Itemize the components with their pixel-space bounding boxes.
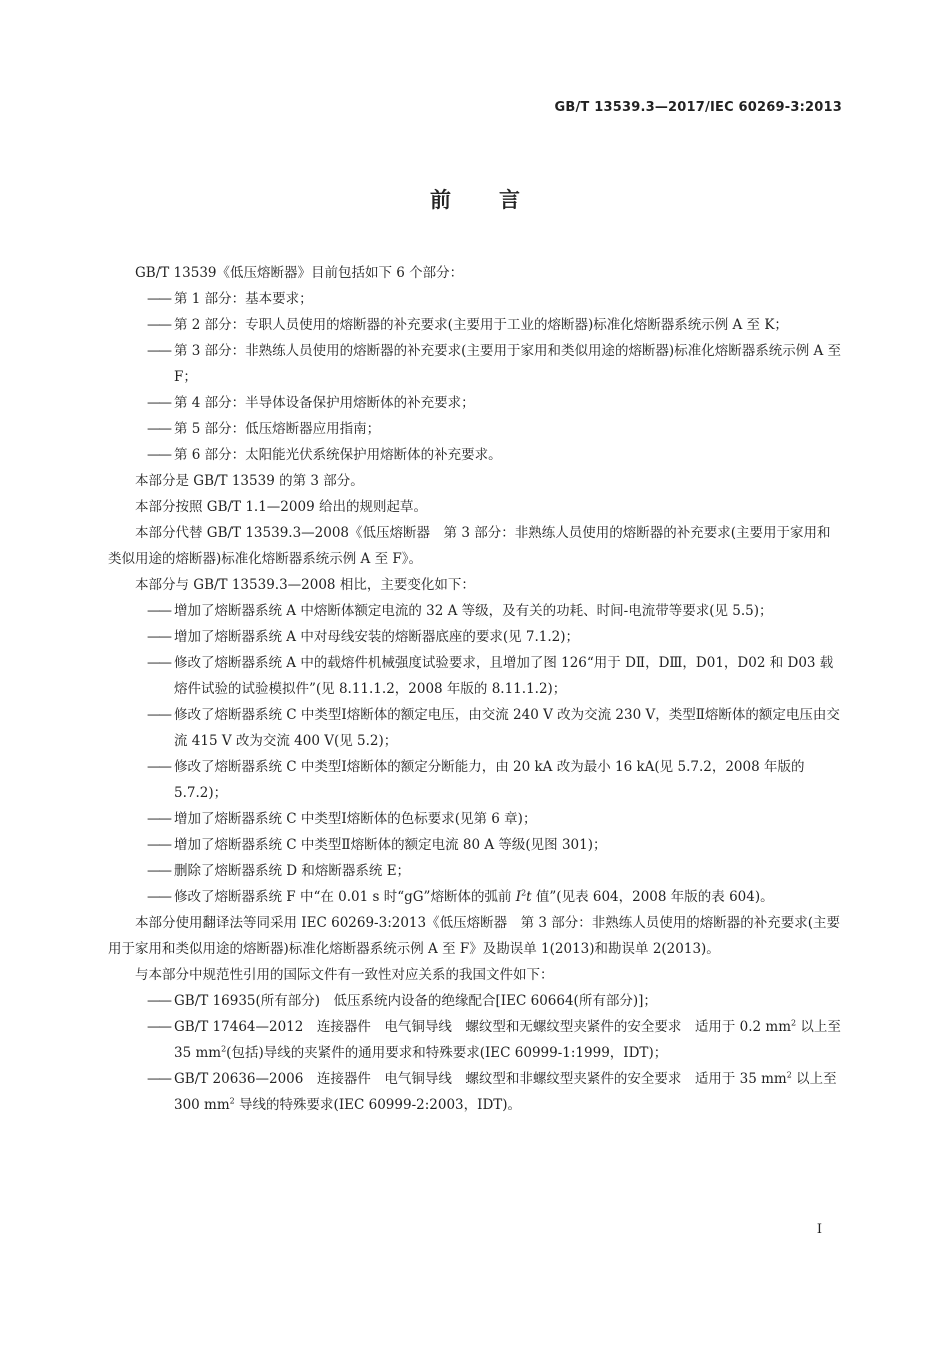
list-item-change-2: ——增加了熔断器系统 A 中对母线安装的熔断器底座的要求(见 7.1.2)；: [108, 624, 843, 650]
list-item-change-5: ——修改了熔断器系统 C 中类型Ⅰ熔断体的额定分断能力，由 20 kA 改为最小 16 kA(见 5.7.2，2008 年版的 5.7.2)；: [108, 754, 843, 806]
standard-code-header: GB/T 13539.3—2017/IEC 60269-3:2013: [554, 100, 842, 115]
list-item-change-4: ——修改了熔断器系统 C 中类型Ⅰ熔断体的额定电压，由交流 240 V 改为交流 230 V，类型Ⅱ熔断体的额定电压由交流 415 V 改为交流 400 V(见 5.2)；: [108, 702, 843, 754]
list-item-reference-3: ——GB/T 20636—2006 连接器件 电气铜导线 螺纹型和非螺纹型夹紧件的安全要求 适用于 35 $mm^2$ 以上至 300 $mm^2$ 导线的特殊要求(IEC 60999-2:2003，IDT)。: [108, 1066, 843, 1118]
list-item-change-3: ——修改了熔断器系统 A 中的载熔件机械强度试验要求，且增加了图 126“用于 DⅡ，DⅢ，D01，D02 和 D03 载熔件试验的试验模拟件”(见 8.11.1.2，2008 年版的 8.11.1.2)；: [108, 650, 843, 702]
list-item-reference-2: ——GB/T 17464—2012 连接器件 电气铜导线 螺纹型和无螺纹型夹紧件的安全要求 适用于 0.2 $mm^2$ 以上至 35 $mm^2$(包括)导线的夹紧件的通用要求和特殊要求(IEC 60999-1:1999，IDT)；: [108, 1014, 843, 1066]
translation-statement: 本部分使用翻译法等同采用 IEC 60269-3:2013《低压熔断器 第 3 部分：非熟练人员使用的熔断器的补充要求(主要用于家用和类似用途的熔断器)标准化熔断器系统示例 A 至 F》及勘误单 1(2013)和勘误单 2(2013)。: [108, 915, 841, 957]
list-item-part-6: ——第 6 部分：太阳能光伏系统保护用熔断体的补充要求。: [108, 442, 843, 468]
list-item-part-2: ——第 2 部分：专职人员使用的熔断器的补充要求(主要用于工业的熔断器)标准化熔断器系统示例 A 至 K；: [108, 312, 843, 338]
replaces-statement: 本部分代替 GB/T 13539.3—2008《低压熔断器 第 3 部分：非熟练人员使用的熔断器的补充要求(主要用于家用和类似用途的熔断器)标准化熔断器系统示例 A 至 F》。: [108, 525, 831, 567]
list-item-change-8: ——删除了熔断器系统 D 和熔断器系统 E；: [108, 858, 843, 884]
list-item-part-4: ——第 4 部分：半导体设备保护用熔断体的补充要求；: [108, 390, 843, 416]
list-item-change-1: ——增加了熔断器系统 A 中熔断体额定电流的 32 A 等级，及有关的功耗、时间-电流带等要求(见 5.5)；: [108, 598, 843, 624]
list-item-reference-1: ——GB/T 16935(所有部分) 低压系统内设备的绝缘配合[IEC 60664(所有部分)]；: [108, 988, 843, 1014]
list-item-part-3: ——第 3 部分：非熟练人员使用的熔断器的补充要求(主要用于家用和类似用途的熔断器)标准化熔断器系统示例 A 至 F；: [108, 338, 843, 390]
references-intro: 与本部分中规范性引用的国际文件有一致性对应关系的我国文件如下：: [135, 967, 554, 983]
page-title: 前言: [430, 188, 568, 212]
drafting-rules-statement: 本部分按照 GB/T 1.1—2009 给出的规则起草。: [135, 499, 427, 515]
part-statement: 本部分是 GB/T 13539 的第 3 部分。: [135, 473, 364, 489]
list-item-change-9: ——修改了熔断器系统 F 中“在 0.01 s 时“gG”熔断体的弧前 $I^2t$ 值”(见表 604，2008 年版的表 604)。: [108, 884, 843, 910]
document-body: [108, 260, 843, 1118]
list-item-change-6: ——增加了熔断器系统 C 中类型Ⅰ熔断体的色标要求(见第 6 章)；: [108, 806, 843, 832]
page-number: Ⅰ: [816, 1222, 822, 1237]
list-item-part-1: ——第 1 部分：基本要求；: [108, 286, 843, 312]
changes-intro: 本部分与 GB/T 13539.3—2008 相比，主要变化如下：: [135, 577, 475, 593]
list-item-part-5: ——第 5 部分：低压熔断器应用指南；: [108, 416, 843, 442]
intro-paragraph: GB/T 13539《低压熔断器》目前包括如下 6 个部分：: [135, 265, 464, 281]
list-item-change-7: ——增加了熔断器系统 C 中类型Ⅱ熔断体的额定电流 80 A 等级(见图 301)；: [108, 832, 843, 858]
